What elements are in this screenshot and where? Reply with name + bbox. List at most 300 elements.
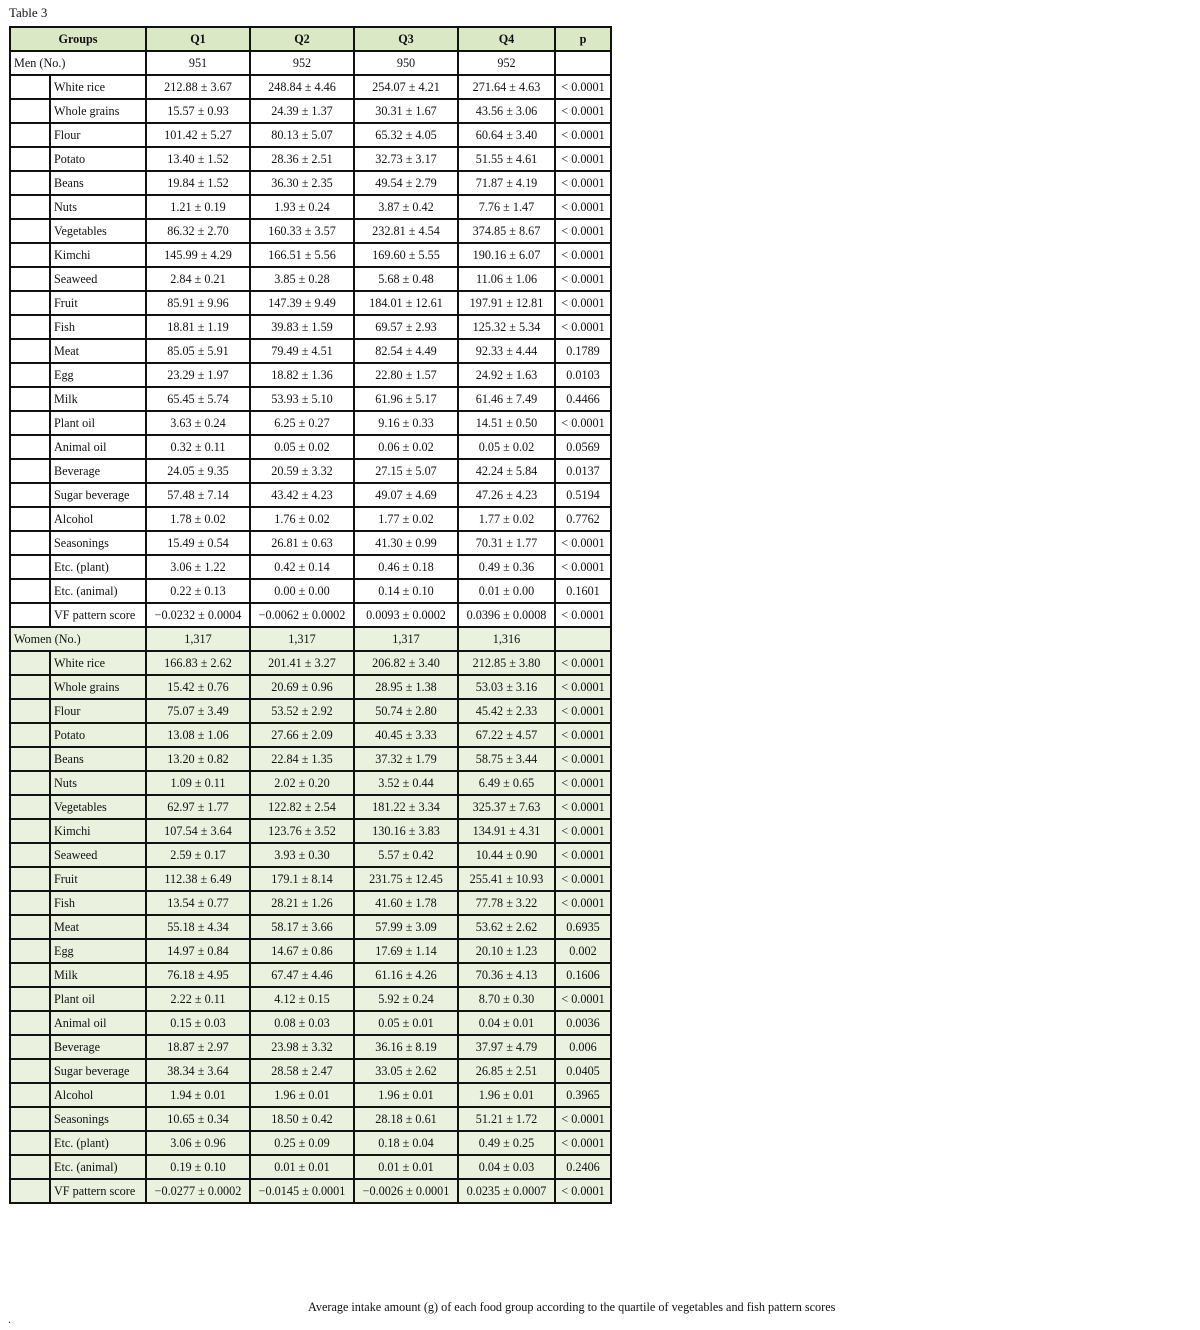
cell-p: < 0.0001 <box>555 195 611 219</box>
cell-q1: 0.32 ± 0.11 <box>146 435 250 459</box>
cell-q3: 28.95 ± 1.38 <box>354 675 458 699</box>
food-group-name: Sugar beverage <box>50 1059 146 1083</box>
table-row <box>10 843 611 867</box>
cell-q2: 248.84 ± 4.46 <box>250 75 354 99</box>
food-group-name: Etc. (plant) <box>50 555 146 579</box>
food-group-name: Vegetables <box>50 219 146 243</box>
table-row <box>10 1107 611 1131</box>
indent-cell <box>10 579 50 603</box>
table-row <box>10 675 611 699</box>
indent-cell <box>10 483 50 507</box>
cell-p: < 0.0001 <box>555 123 611 147</box>
group-count-q2: 1,317 <box>250 627 354 651</box>
cell-q3: 0.18 ± 0.04 <box>354 1131 458 1155</box>
cell-q2: 28.36 ± 2.51 <box>250 147 354 171</box>
table-row <box>10 315 611 339</box>
cell-q2: 28.58 ± 2.47 <box>250 1059 354 1083</box>
group-count-q4: 952 <box>458 51 555 75</box>
cell-q3: 0.06 ± 0.02 <box>354 435 458 459</box>
cell-p: < 0.0001 <box>555 675 611 699</box>
cell-p: < 0.0001 <box>555 267 611 291</box>
cell-q3: 1.77 ± 0.02 <box>354 507 458 531</box>
cell-q1: −0.0232 ± 0.0004 <box>146 603 250 627</box>
table-row <box>10 1131 611 1155</box>
table-row <box>10 483 611 507</box>
food-group-name: White rice <box>50 651 146 675</box>
table-row <box>10 891 611 915</box>
indent-cell <box>10 99 50 123</box>
cell-q3: 61.96 ± 5.17 <box>354 387 458 411</box>
cell-q1: 3.63 ± 0.24 <box>146 411 250 435</box>
food-group-name: Whole grains <box>50 99 146 123</box>
cell-p: < 0.0001 <box>555 867 611 891</box>
cell-q4: 11.06 ± 1.06 <box>458 267 555 291</box>
cell-q4: 6.49 ± 0.65 <box>458 771 555 795</box>
cell-q3: 41.60 ± 1.78 <box>354 891 458 915</box>
cell-q1: 10.65 ± 0.34 <box>146 1107 250 1131</box>
cell-q1: 1.78 ± 0.02 <box>146 507 250 531</box>
table-row <box>10 531 611 555</box>
cell-q1: 15.57 ± 0.93 <box>146 99 250 123</box>
cell-p: < 0.0001 <box>555 651 611 675</box>
indent-cell <box>10 1035 50 1059</box>
cell-p: 0.6935 <box>555 915 611 939</box>
cell-q3: 0.05 ± 0.01 <box>354 1011 458 1035</box>
indent-cell <box>10 795 50 819</box>
cell-q4: 8.70 ± 0.30 <box>458 987 555 1011</box>
table-row <box>10 219 611 243</box>
cell-q4: 0.04 ± 0.03 <box>458 1155 555 1179</box>
cell-p: < 0.0001 <box>555 555 611 579</box>
cell-q1: 145.99 ± 4.29 <box>146 243 250 267</box>
cell-p: < 0.0001 <box>555 699 611 723</box>
cell-q2: 201.41 ± 3.27 <box>250 651 354 675</box>
group-p <box>555 51 611 75</box>
cell-q4: 61.46 ± 7.49 <box>458 387 555 411</box>
cell-p: < 0.0001 <box>555 723 611 747</box>
cell-p: 0.0103 <box>555 363 611 387</box>
cell-p: < 0.0001 <box>555 819 611 843</box>
indent-cell <box>10 891 50 915</box>
cell-p: 0.1606 <box>555 963 611 987</box>
cell-p: < 0.0001 <box>555 411 611 435</box>
indent-cell <box>10 171 50 195</box>
cell-q1: 76.18 ± 4.95 <box>146 963 250 987</box>
table-row <box>10 459 611 483</box>
cell-q4: 0.04 ± 0.01 <box>458 1011 555 1035</box>
cell-q2: 1.76 ± 0.02 <box>250 507 354 531</box>
cell-q3: 0.46 ± 0.18 <box>354 555 458 579</box>
cell-q3: 169.60 ± 5.55 <box>354 243 458 267</box>
table-label: Table 3 <box>9 5 48 20</box>
group-row <box>10 51 611 75</box>
cell-q3: 254.07 ± 4.21 <box>354 75 458 99</box>
cell-q1: 18.81 ± 1.19 <box>146 315 250 339</box>
indent-cell <box>10 531 50 555</box>
cell-q1: 15.49 ± 0.54 <box>146 531 250 555</box>
indent-cell <box>10 243 50 267</box>
header-q2: Q2 <box>250 27 354 51</box>
cell-q2: 1.93 ± 0.24 <box>250 195 354 219</box>
indent-cell <box>10 387 50 411</box>
cell-p: < 0.0001 <box>555 603 611 627</box>
cell-q1: 3.06 ± 0.96 <box>146 1131 250 1155</box>
table-row <box>10 915 611 939</box>
cell-q4: 10.44 ± 0.90 <box>458 843 555 867</box>
food-group-name: Plant oil <box>50 987 146 1011</box>
cell-q3: 49.54 ± 2.79 <box>354 171 458 195</box>
food-group-name: Fruit <box>50 291 146 315</box>
food-group-name: Sugar beverage <box>50 483 146 507</box>
table-row <box>10 939 611 963</box>
cell-q1: 15.42 ± 0.76 <box>146 675 250 699</box>
food-group-name: Kimchi <box>50 819 146 843</box>
food-group-name: Nuts <box>50 771 146 795</box>
cell-q4: 58.75 ± 3.44 <box>458 747 555 771</box>
cell-q4: 37.97 ± 4.79 <box>458 1035 555 1059</box>
cell-q1: 86.32 ± 2.70 <box>146 219 250 243</box>
food-group-name: Milk <box>50 963 146 987</box>
cell-q2: 2.02 ± 0.20 <box>250 771 354 795</box>
cell-q3: 50.74 ± 2.80 <box>354 699 458 723</box>
food-group-name: Etc. (animal) <box>50 579 146 603</box>
table-row <box>10 1155 611 1179</box>
cell-q4: 374.85 ± 8.67 <box>458 219 555 243</box>
cell-q3: 5.68 ± 0.48 <box>354 267 458 291</box>
cell-q1: 2.22 ± 0.11 <box>146 987 250 1011</box>
table-row <box>10 555 611 579</box>
cell-q2: 53.52 ± 2.92 <box>250 699 354 723</box>
indent-cell <box>10 603 50 627</box>
food-group-name: Whole grains <box>50 675 146 699</box>
table-row <box>10 123 611 147</box>
cell-q3: 30.31 ± 1.67 <box>354 99 458 123</box>
cell-q2: 3.85 ± 0.28 <box>250 267 354 291</box>
table-row <box>10 75 611 99</box>
indent-cell <box>10 339 50 363</box>
cell-q2: −0.0062 ± 0.0002 <box>250 603 354 627</box>
table-row <box>10 363 611 387</box>
indent-cell <box>10 1179 50 1203</box>
table-row <box>10 603 611 627</box>
indent-cell <box>10 771 50 795</box>
table-row <box>10 579 611 603</box>
food-group-name: Flour <box>50 699 146 723</box>
cell-q3: 82.54 ± 4.49 <box>354 339 458 363</box>
cell-q1: 101.42 ± 5.27 <box>146 123 250 147</box>
indent-cell <box>10 147 50 171</box>
cell-q4: 1.96 ± 0.01 <box>458 1083 555 1107</box>
cell-p: 0.1601 <box>555 579 611 603</box>
cell-p: 0.0137 <box>555 459 611 483</box>
cell-q3: 184.01 ± 12.61 <box>354 291 458 315</box>
cell-p: 0.3965 <box>555 1083 611 1107</box>
cell-q1: 1.94 ± 0.01 <box>146 1083 250 1107</box>
cell-q2: 0.01 ± 0.01 <box>250 1155 354 1179</box>
cell-q1: 1.21 ± 0.19 <box>146 195 250 219</box>
food-group-name: Etc. (animal) <box>50 1155 146 1179</box>
indent-cell <box>10 939 50 963</box>
group-count-q3: 950 <box>354 51 458 75</box>
cell-q1: 0.22 ± 0.13 <box>146 579 250 603</box>
indent-cell <box>10 291 50 315</box>
cell-p: < 0.0001 <box>555 987 611 1011</box>
food-group-name: Seaweed <box>50 267 146 291</box>
cell-q2: −0.0145 ± 0.0001 <box>250 1179 354 1203</box>
food-group-name: VF pattern score <box>50 1179 146 1203</box>
cell-q1: 112.38 ± 6.49 <box>146 867 250 891</box>
cell-q2: 122.82 ± 2.54 <box>250 795 354 819</box>
cell-q1: 13.54 ± 0.77 <box>146 891 250 915</box>
cell-p: < 0.0001 <box>555 291 611 315</box>
cell-q1: 2.59 ± 0.17 <box>146 843 250 867</box>
food-group-name: Fruit <box>50 867 146 891</box>
cell-q3: 3.52 ± 0.44 <box>354 771 458 795</box>
table-row <box>10 339 611 363</box>
indent-cell <box>10 219 50 243</box>
cell-p: < 0.0001 <box>555 171 611 195</box>
group-label: Women (No.) <box>10 627 146 651</box>
cell-q4: 0.49 ± 0.36 <box>458 555 555 579</box>
indent-cell <box>10 747 50 771</box>
cell-q4: 77.78 ± 3.22 <box>458 891 555 915</box>
cell-p: < 0.0001 <box>555 243 611 267</box>
cell-p: < 0.0001 <box>555 1179 611 1203</box>
food-group-name: Alcohol <box>50 507 146 531</box>
cell-q4: 1.77 ± 0.02 <box>458 507 555 531</box>
cell-q2: 14.67 ± 0.86 <box>250 939 354 963</box>
cell-q2: 24.39 ± 1.37 <box>250 99 354 123</box>
cell-q4: 51.21 ± 1.72 <box>458 1107 555 1131</box>
food-group-name: Kimchi <box>50 243 146 267</box>
cell-q2: 18.82 ± 1.36 <box>250 363 354 387</box>
table-row <box>10 699 611 723</box>
cell-q3: 37.32 ± 1.79 <box>354 747 458 771</box>
cell-q2: 18.50 ± 0.42 <box>250 1107 354 1131</box>
cell-q2: 20.69 ± 0.96 <box>250 675 354 699</box>
table-row <box>10 99 611 123</box>
food-group-name: Egg <box>50 363 146 387</box>
cell-p: 0.5194 <box>555 483 611 507</box>
cell-q2: 1.96 ± 0.01 <box>250 1083 354 1107</box>
indent-cell <box>10 1107 50 1131</box>
cell-q2: 179.1 ± 8.14 <box>250 867 354 891</box>
cell-q3: 36.16 ± 8.19 <box>354 1035 458 1059</box>
table-body <box>10 51 611 1203</box>
cell-p: 0.0405 <box>555 1059 611 1083</box>
table-caption: Average intake amount (g) of each food group according to the quartile of vegetables and fish pattern scores <box>308 1300 836 1314</box>
cell-q2: 39.83 ± 1.59 <box>250 315 354 339</box>
cell-q2: 160.33 ± 3.57 <box>250 219 354 243</box>
cell-q1: 24.05 ± 9.35 <box>146 459 250 483</box>
food-group-name: Beverage <box>50 459 146 483</box>
cell-q1: 85.91 ± 9.96 <box>146 291 250 315</box>
cell-q4: 92.33 ± 4.44 <box>458 339 555 363</box>
cell-q1: 13.40 ± 1.52 <box>146 147 250 171</box>
cell-q4: 0.01 ± 0.00 <box>458 579 555 603</box>
cell-q4: 0.0235 ± 0.0007 <box>458 1179 555 1203</box>
cell-q2: 3.93 ± 0.30 <box>250 843 354 867</box>
cell-q1: 0.15 ± 0.03 <box>146 1011 250 1035</box>
cell-q2: 166.51 ± 5.56 <box>250 243 354 267</box>
food-group-name: Beverage <box>50 1035 146 1059</box>
table-row <box>10 867 611 891</box>
cell-q2: 0.42 ± 0.14 <box>250 555 354 579</box>
indent-cell <box>10 1011 50 1035</box>
table-row <box>10 963 611 987</box>
cell-q3: 17.69 ± 1.14 <box>354 939 458 963</box>
food-group-name: Milk <box>50 387 146 411</box>
food-group-name: Plant oil <box>50 411 146 435</box>
cell-q3: 0.0093 ± 0.0002 <box>354 603 458 627</box>
cell-q4: 47.26 ± 4.23 <box>458 483 555 507</box>
cell-q4: 271.64 ± 4.63 <box>458 75 555 99</box>
indent-cell <box>10 459 50 483</box>
table-row <box>10 387 611 411</box>
cell-q2: 22.84 ± 1.35 <box>250 747 354 771</box>
cell-q2: 27.66 ± 2.09 <box>250 723 354 747</box>
cell-p: < 0.0001 <box>555 99 611 123</box>
cell-q4: 70.31 ± 1.77 <box>458 531 555 555</box>
cell-q1: 13.08 ± 1.06 <box>146 723 250 747</box>
cell-q4: 53.03 ± 3.16 <box>458 675 555 699</box>
cell-p: 0.006 <box>555 1035 611 1059</box>
cell-p: < 0.0001 <box>555 531 611 555</box>
cell-q3: 206.82 ± 3.40 <box>354 651 458 675</box>
cell-q2: 0.08 ± 0.03 <box>250 1011 354 1035</box>
table-row <box>10 267 611 291</box>
cell-q3: 28.18 ± 0.61 <box>354 1107 458 1131</box>
indent-cell <box>10 315 50 339</box>
indent-cell <box>10 411 50 435</box>
cell-q1: 107.54 ± 3.64 <box>146 819 250 843</box>
cell-q2: 58.17 ± 3.66 <box>250 915 354 939</box>
cell-q3: 32.73 ± 3.17 <box>354 147 458 171</box>
header-q3: Q3 <box>354 27 458 51</box>
cell-q3: 65.32 ± 4.05 <box>354 123 458 147</box>
group-label: Men (No.) <box>10 51 146 75</box>
cell-q1: 55.18 ± 4.34 <box>146 915 250 939</box>
cell-q1: 23.29 ± 1.97 <box>146 363 250 387</box>
cell-q4: 53.62 ± 2.62 <box>458 915 555 939</box>
cell-q3: 9.16 ± 0.33 <box>354 411 458 435</box>
cell-q3: 22.80 ± 1.57 <box>354 363 458 387</box>
cell-q1: 14.97 ± 0.84 <box>146 939 250 963</box>
header-q4: Q4 <box>458 27 555 51</box>
food-group-name: Animal oil <box>50 1011 146 1035</box>
indent-cell <box>10 675 50 699</box>
indent-cell <box>10 123 50 147</box>
cell-p: < 0.0001 <box>555 1131 611 1155</box>
cell-p: 0.2406 <box>555 1155 611 1179</box>
table-row <box>10 195 611 219</box>
cell-q1: 0.19 ± 0.10 <box>146 1155 250 1179</box>
table-row <box>10 723 611 747</box>
food-group-name: Beans <box>50 747 146 771</box>
cell-q1: 62.97 ± 1.77 <box>146 795 250 819</box>
food-group-name: Alcohol <box>50 1083 146 1107</box>
cell-q4: 26.85 ± 2.51 <box>458 1059 555 1083</box>
cell-q2: 36.30 ± 2.35 <box>250 171 354 195</box>
table-row <box>10 987 611 1011</box>
cell-q2: 43.42 ± 4.23 <box>250 483 354 507</box>
table-row <box>10 1179 611 1203</box>
cell-q4: 0.0396 ± 0.0008 <box>458 603 555 627</box>
group-count-q1: 1,317 <box>146 627 250 651</box>
table-row <box>10 507 611 531</box>
food-group-name: Seaweed <box>50 843 146 867</box>
food-group-name: Seasonings <box>50 1107 146 1131</box>
group-count-q1: 951 <box>146 51 250 75</box>
cell-q4: 43.56 ± 3.06 <box>458 99 555 123</box>
cell-q3: 0.01 ± 0.01 <box>354 1155 458 1179</box>
group-p <box>555 627 611 651</box>
indent-cell <box>10 819 50 843</box>
cell-q4: 0.49 ± 0.25 <box>458 1131 555 1155</box>
indent-cell <box>10 1083 50 1107</box>
cell-p: 0.002 <box>555 939 611 963</box>
cell-q3: 41.30 ± 0.99 <box>354 531 458 555</box>
food-group-name: Vegetables <box>50 795 146 819</box>
food-group-name: Seasonings <box>50 531 146 555</box>
indent-cell <box>10 867 50 891</box>
cell-q4: 212.85 ± 3.80 <box>458 651 555 675</box>
cell-q2: 53.93 ± 5.10 <box>250 387 354 411</box>
cell-q4: 255.41 ± 10.93 <box>458 867 555 891</box>
cell-p: < 0.0001 <box>555 747 611 771</box>
table-row <box>10 435 611 459</box>
group-row <box>10 627 611 651</box>
cell-p: 0.1789 <box>555 339 611 363</box>
footnote-mark: . <box>8 1312 11 1326</box>
table-row <box>10 411 611 435</box>
cell-q4: 71.87 ± 4.19 <box>458 171 555 195</box>
cell-p: < 0.0001 <box>555 891 611 915</box>
food-group-name: Animal oil <box>50 435 146 459</box>
cell-q2: 6.25 ± 0.27 <box>250 411 354 435</box>
cell-q2: 147.39 ± 9.49 <box>250 291 354 315</box>
cell-q4: 60.64 ± 3.40 <box>458 123 555 147</box>
cell-q2: 23.98 ± 3.32 <box>250 1035 354 1059</box>
cell-q2: 20.59 ± 3.32 <box>250 459 354 483</box>
cell-q4: 190.16 ± 6.07 <box>458 243 555 267</box>
cell-p: 0.4466 <box>555 387 611 411</box>
food-group-name: Flour <box>50 123 146 147</box>
table-row <box>10 1035 611 1059</box>
table-row <box>10 747 611 771</box>
cell-p: < 0.0001 <box>555 147 611 171</box>
cell-q1: 2.84 ± 0.21 <box>146 267 250 291</box>
food-group-name: Potato <box>50 147 146 171</box>
indent-cell <box>10 435 50 459</box>
indent-cell <box>10 651 50 675</box>
cell-q3: 232.81 ± 4.54 <box>354 219 458 243</box>
cell-q1: −0.0277 ± 0.0002 <box>146 1179 250 1203</box>
cell-p: 0.0569 <box>555 435 611 459</box>
indent-cell <box>10 915 50 939</box>
cell-p: < 0.0001 <box>555 843 611 867</box>
cell-q4: 197.91 ± 12.81 <box>458 291 555 315</box>
cell-q2: 0.25 ± 0.09 <box>250 1131 354 1155</box>
food-group-name: White rice <box>50 75 146 99</box>
cell-q3: −0.0026 ± 0.0001 <box>354 1179 458 1203</box>
food-group-name: Egg <box>50 939 146 963</box>
cell-q4: 0.05 ± 0.02 <box>458 435 555 459</box>
cell-q1: 3.06 ± 1.22 <box>146 555 250 579</box>
cell-q3: 61.16 ± 4.26 <box>354 963 458 987</box>
table-row <box>10 795 611 819</box>
cell-q2: 0.05 ± 0.02 <box>250 435 354 459</box>
